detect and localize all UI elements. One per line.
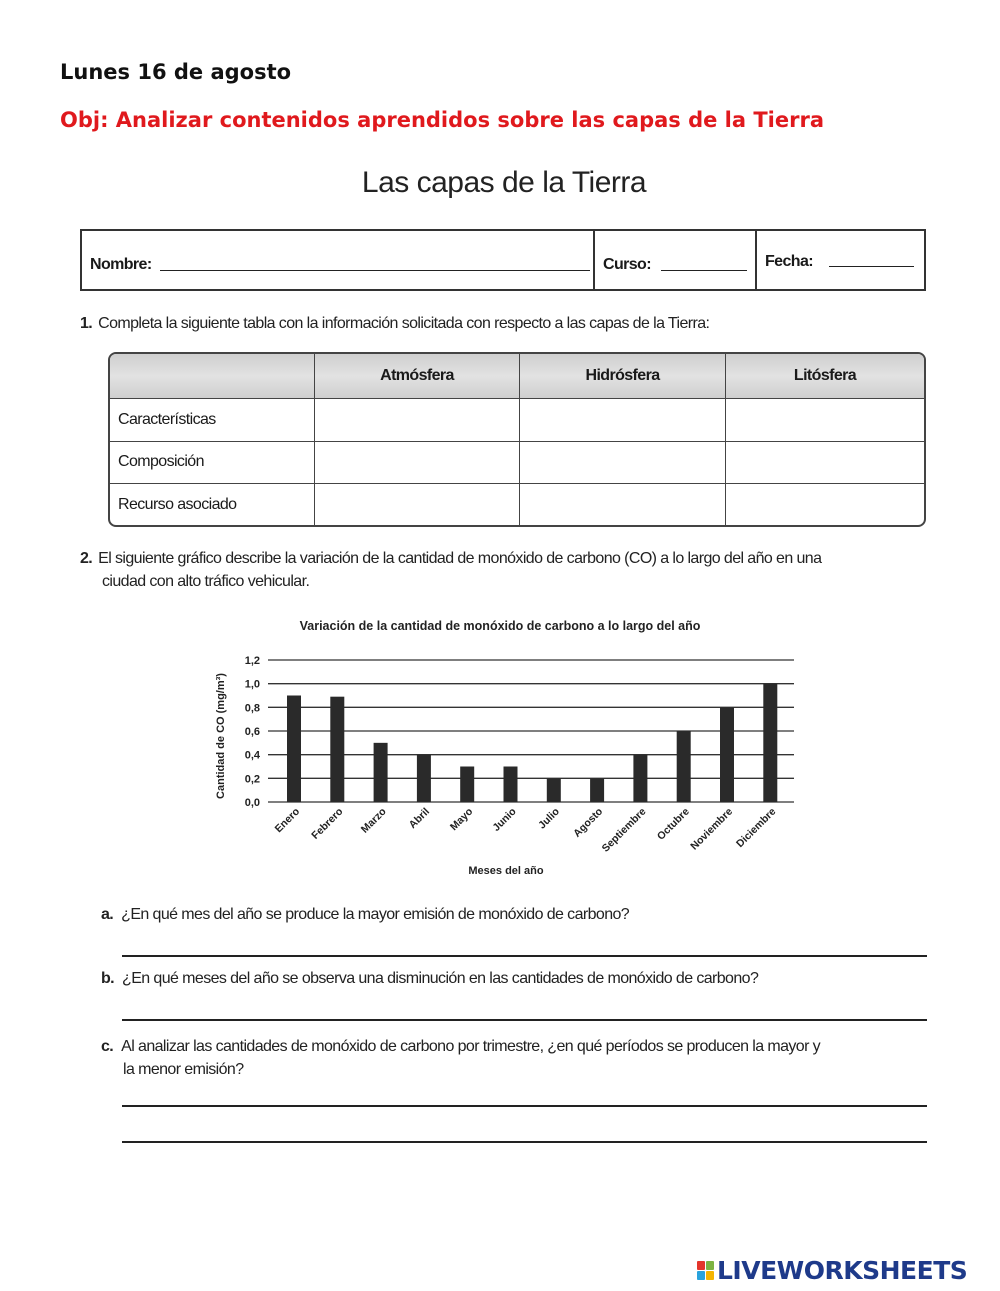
chart-x-tick-label: Julio bbox=[536, 805, 562, 832]
question-1-number: 1. bbox=[80, 315, 93, 332]
chart-y-tick-label: 1,0 bbox=[244, 678, 260, 691]
chart-y-tick-label: 0,0 bbox=[244, 797, 260, 809]
logo-square-icon bbox=[697, 1261, 705, 1270]
co-bar-chart bbox=[200, 608, 800, 888]
chart-y-tick-label: 0,2 bbox=[244, 773, 260, 786]
table-header-lithosphere: Litósfera bbox=[726, 354, 925, 399]
answer-cell[interactable] bbox=[315, 441, 520, 484]
logo-square-icon bbox=[706, 1261, 714, 1270]
chart-bar-mayo bbox=[460, 767, 474, 803]
answer-cell[interactable] bbox=[726, 399, 925, 442]
chart-bar-diciembre bbox=[763, 684, 777, 802]
chart-bar-agosto bbox=[590, 778, 604, 802]
table-header-hydrosphere: Hidrósfera bbox=[520, 354, 726, 399]
chart-x-tick-label: Agosto bbox=[571, 805, 606, 840]
chart-bar-febrero bbox=[330, 697, 344, 802]
date-heading: Lunes 16 de agosto bbox=[60, 60, 292, 84]
worksheet-title: Las capas de la Tierra bbox=[361, 166, 647, 199]
course-cell bbox=[595, 231, 757, 289]
answer-cell[interactable] bbox=[315, 399, 520, 442]
answer-cell[interactable] bbox=[726, 441, 925, 484]
chart-x-tick-label: Noviembre bbox=[688, 805, 736, 853]
chart-y-tick-label: 0,4 bbox=[244, 749, 260, 762]
question-1 bbox=[80, 312, 709, 335]
question-2c bbox=[101, 1035, 931, 1081]
chart-x-tick-label: Enero bbox=[272, 805, 303, 836]
logo-square-icon bbox=[706, 1271, 714, 1280]
answer-cell[interactable] bbox=[520, 399, 726, 442]
course-line[interactable] bbox=[661, 270, 747, 271]
answer-line-b[interactable] bbox=[122, 1019, 927, 1021]
chart-y-tick-label: 1,2 bbox=[244, 655, 260, 667]
logo-icon bbox=[697, 1261, 714, 1280]
course-label: Curso: bbox=[603, 256, 651, 273]
name-line[interactable] bbox=[160, 270, 590, 271]
name-label: Nombre: bbox=[90, 256, 152, 273]
chart-x-tick-label: Diciembre bbox=[734, 805, 779, 851]
chart-bars bbox=[287, 684, 777, 802]
question-2a bbox=[101, 906, 629, 924]
question-2c-letter: c. bbox=[101, 1038, 114, 1055]
table-row bbox=[110, 441, 924, 484]
chart-bar-octubre bbox=[677, 731, 691, 802]
chart-x-tick-label: Abril bbox=[406, 805, 433, 832]
answer-cell[interactable] bbox=[520, 484, 726, 525]
answer-cell[interactable] bbox=[726, 484, 925, 525]
question-2b-text: ¿En qué meses del año se observa una disminución en las cantidades de monóxido de carbono? bbox=[122, 970, 759, 987]
date-line[interactable] bbox=[829, 266, 914, 267]
table-header-row bbox=[110, 354, 924, 399]
name-cell bbox=[82, 231, 595, 289]
question-2b-letter: b. bbox=[101, 970, 115, 987]
earth-layers-table bbox=[108, 352, 926, 527]
chart-bar-abril bbox=[417, 755, 431, 802]
student-info-box bbox=[80, 229, 926, 291]
logo-text: LIVEWORKSHEETS bbox=[717, 1256, 968, 1285]
chart-y-ticks bbox=[245, 655, 261, 809]
chart-x-tick-label: Mayo bbox=[447, 805, 476, 834]
date-cell bbox=[757, 231, 924, 289]
chart-x-tick-label: Septiembre bbox=[599, 805, 649, 855]
table-header-atmosphere: Atmósfera bbox=[315, 354, 520, 399]
logo-square-icon bbox=[697, 1271, 705, 1280]
chart-x-ticks bbox=[273, 806, 779, 855]
chart-y-tick-label: 0,8 bbox=[244, 702, 260, 715]
row-label-resource: Recurso asociado bbox=[110, 484, 315, 525]
objective-heading: Obj: Analizar contenidos aprendidos sobre las capas de la Tierra bbox=[60, 108, 824, 132]
table-header-empty bbox=[110, 354, 315, 399]
chart-bar-julio bbox=[547, 778, 561, 802]
chart-bar-noviembre bbox=[720, 707, 734, 802]
chart-bar-junio bbox=[504, 767, 518, 803]
chart-x-tick-label: Marzo bbox=[358, 805, 389, 836]
question-2b bbox=[101, 970, 758, 988]
answer-line-c1[interactable] bbox=[122, 1105, 927, 1107]
answer-line-c2[interactable] bbox=[122, 1141, 927, 1143]
question-2-number: 2. bbox=[80, 550, 93, 567]
chart-x-tick-label: Junio bbox=[490, 805, 519, 834]
chart-x-axis-label: Meses del año bbox=[468, 865, 544, 877]
chart-title: Variación de la cantidad de monóxido de carbono a lo largo del año bbox=[299, 619, 701, 633]
table-row bbox=[110, 399, 924, 442]
question-2a-text: ¿En qué mes del año se produce la mayor emisión de monóxido de carbono? bbox=[121, 906, 630, 923]
chart-y-axis-label: Cantidad de CO (mg/m³) bbox=[215, 673, 227, 799]
question-2-text-line1: El siguiente gráfico describe la variación de la cantidad de monóxido de carbono (CO) a lo largo del año en una bbox=[98, 550, 822, 567]
answer-line-a[interactable] bbox=[122, 955, 927, 957]
chart-gridlines bbox=[268, 660, 794, 802]
question-2c-text-line2: la menor emisión? bbox=[123, 1061, 244, 1078]
row-label-composition: Composición bbox=[110, 441, 315, 484]
row-label-characteristics: Características bbox=[110, 399, 315, 442]
question-2a-letter: a. bbox=[101, 906, 114, 923]
question-1-text: Completa la siguiente tabla con la información solicitada con respecto a las capas de la Tierra: bbox=[98, 315, 710, 332]
date-field-label: Fecha: bbox=[765, 253, 813, 270]
table-row bbox=[110, 484, 924, 525]
chart-y-tick-label: 0,6 bbox=[244, 726, 260, 738]
question-2 bbox=[80, 547, 940, 593]
chart-bar-septiembre bbox=[633, 755, 647, 802]
liveworksheets-logo bbox=[697, 1256, 967, 1285]
question-2-text-line2: ciudad con alto tráfico vehicular. bbox=[102, 573, 310, 590]
chart-bar-marzo bbox=[374, 743, 388, 802]
chart-bar-enero bbox=[287, 696, 301, 803]
chart-x-tick-label: Octubre bbox=[654, 805, 692, 843]
chart-x-tick-label: Febrero bbox=[309, 805, 346, 842]
question-2c-text-line1: Al analizar las cantidades de monóxido de carbono por trimestre, ¿en qué períodos se producen la mayor y bbox=[121, 1038, 821, 1055]
answer-cell[interactable] bbox=[520, 441, 726, 484]
answer-cell[interactable] bbox=[315, 484, 520, 525]
